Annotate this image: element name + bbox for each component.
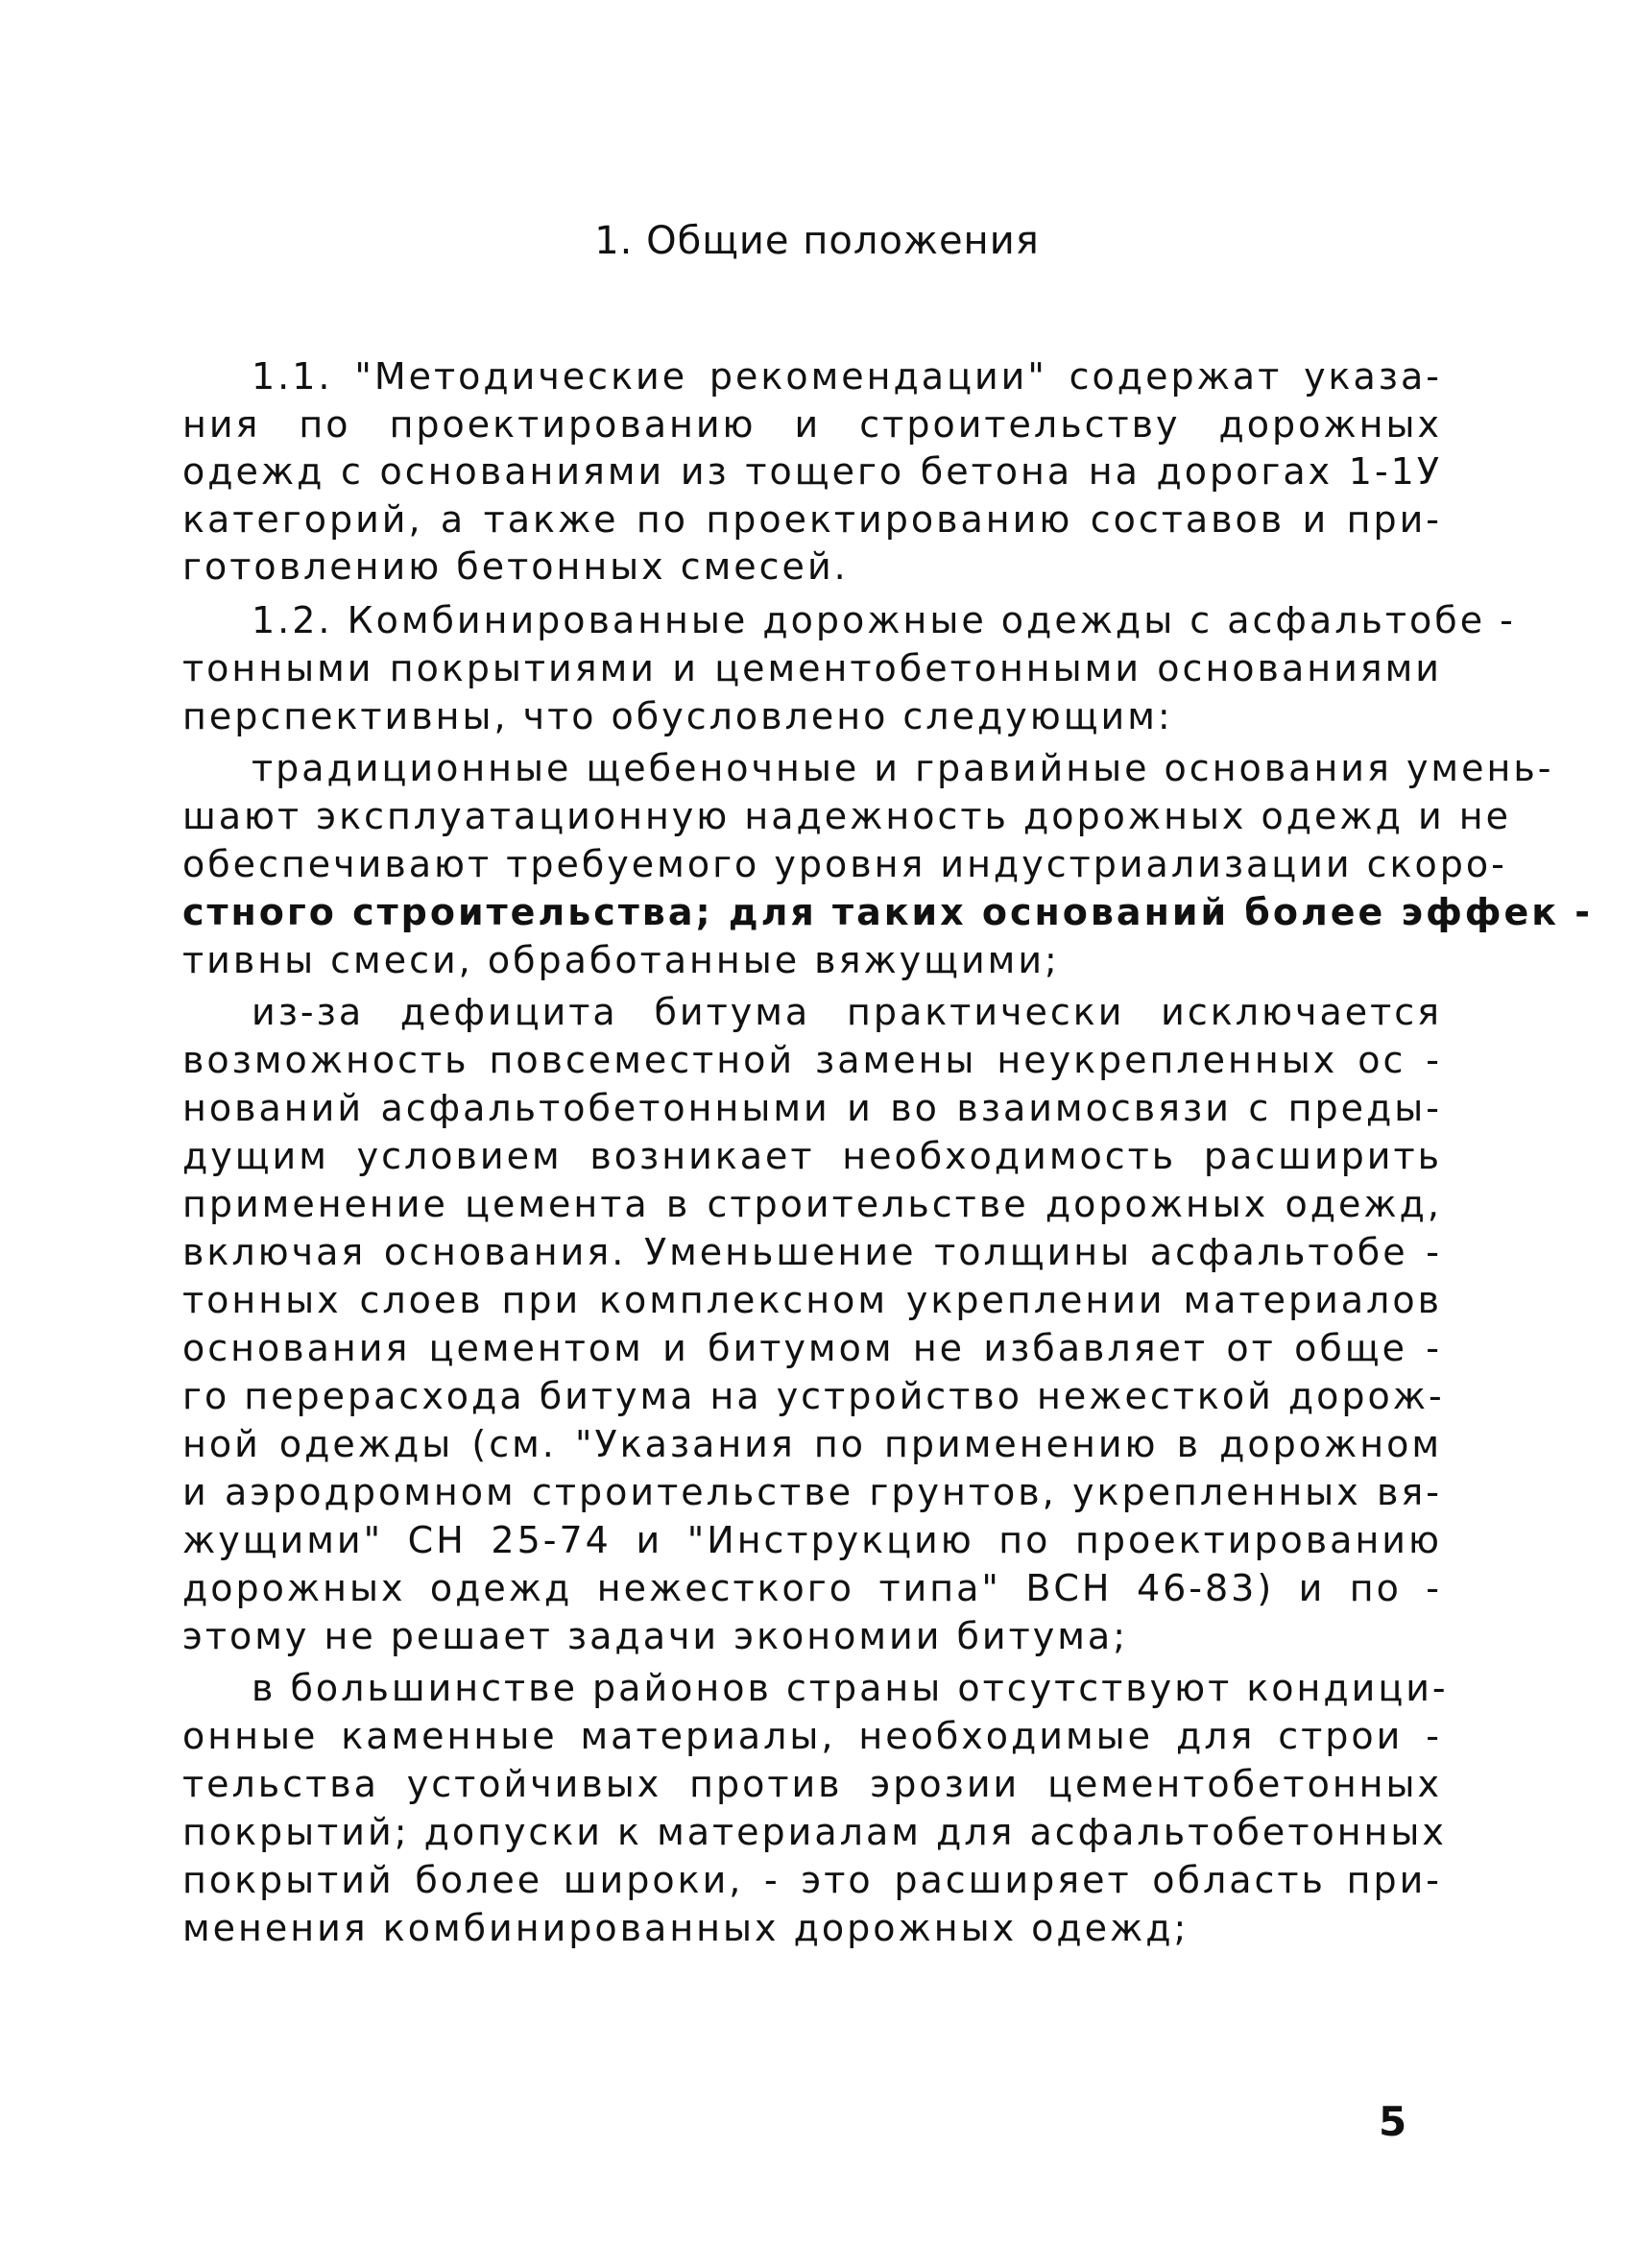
body-line: традиционные щебеночные и гравийные основания умень- xyxy=(252,747,1554,789)
body-line: онные каменные материалы, необходимые для строи - xyxy=(182,1715,1442,1757)
body-line: и аэродромном строительстве грунтов, укрепленных вя- xyxy=(182,1471,1442,1513)
body-line: го перерасхода битума на устройство нежесткой дорож- xyxy=(182,1375,1445,1417)
body-line: перспективны, что обусловлено следующим: xyxy=(182,695,1173,737)
body-line: включая основания. Уменьшение толщины асфальтобе - xyxy=(182,1231,1442,1273)
body-line: ной одежды (см. "Указания по применению в дорожном xyxy=(182,1423,1442,1465)
section-heading: 1. Общие положения xyxy=(594,219,1040,263)
body-line: готовлению бетонных смесей. xyxy=(182,545,849,588)
body-line: дорожных одежд нежесткого типа" ВСН 46-83) и по - xyxy=(182,1567,1442,1609)
body-line: тонными покрытиями и цементобетонными основаниями xyxy=(182,647,1442,689)
body-line: основания цементом и битумом не избавляет от обще - xyxy=(182,1327,1442,1369)
body-line: жущими" СН 25-74 и "Инструкцию по проектированию xyxy=(182,1519,1442,1561)
body-line: стного строительства; для таких оснований более эффек - xyxy=(182,891,1594,933)
body-line: тивны смеси, обработанные вяжущими; xyxy=(182,939,1060,981)
body-line: обеспечивают требуемого уровня индустриализации скоро- xyxy=(182,843,1507,885)
body-line: дущим условием возникает необходимость расширить xyxy=(182,1135,1442,1177)
body-line: ния по проектированию и строительству дорожных xyxy=(182,403,1442,446)
body-line: из-за дефицита битума практически исключается xyxy=(252,991,1442,1033)
body-line: возможность повсеместной замены неукрепленных ос - xyxy=(182,1039,1442,1081)
body-line: в большинстве районов страны отсутствуют кондици- xyxy=(252,1667,1449,1709)
body-line: шают эксплуатационную надежность дорожных одежд и не xyxy=(182,795,1511,837)
body-line: покрытий более широки, - это расширяет область при- xyxy=(182,1859,1442,1901)
page-number: 5 xyxy=(1379,2098,1407,2145)
body-line: покрытий; допуски к материалам для асфальтобетонных xyxy=(182,1811,1447,1853)
body-line: тонных слоев при комплексном укреплении материалов xyxy=(182,1279,1442,1321)
body-line: 1.2. Комбинированные дорожные одежды с асфальтобе - xyxy=(252,599,1516,641)
body-line: 1.1. "Методические рекомендации" содержат указа- xyxy=(252,355,1442,398)
body-line: менения комбинированных дорожных одежд; xyxy=(182,1907,1189,1949)
body-line: этому не решает задачи экономии битума; xyxy=(182,1615,1129,1657)
body-line: применение цемента в строительстве дорожных одежд, xyxy=(182,1183,1442,1225)
body-line: одежд с основаниями из тощего бетона на дорогах 1-1У xyxy=(182,450,1442,493)
body-line: нований асфальтобетонными и во взаимосвязи с преды- xyxy=(182,1087,1442,1129)
body-line: тельства устойчивых против эрозии цементобетонных xyxy=(182,1763,1442,1805)
body-line: категорий, а также по проектированию составов и при- xyxy=(182,498,1442,541)
